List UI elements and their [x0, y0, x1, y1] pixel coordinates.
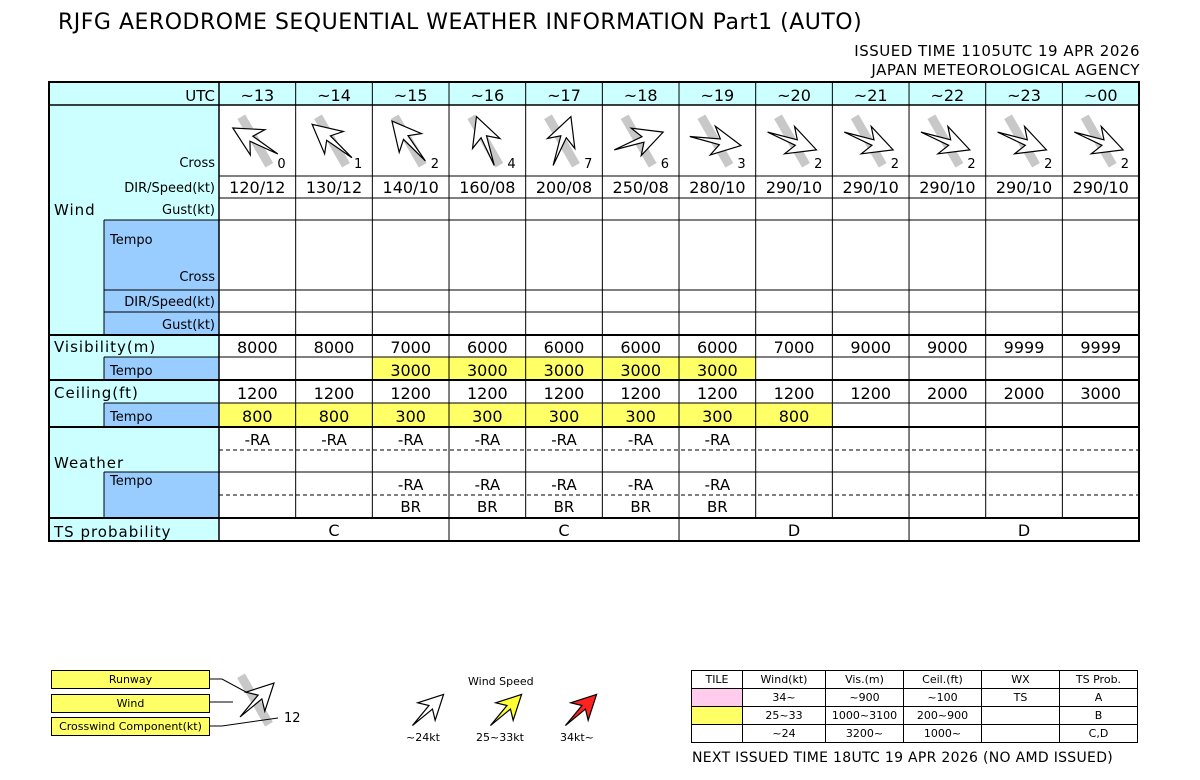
- cross-label: Cross: [179, 156, 215, 171]
- wind-arrow: [233, 128, 278, 155]
- tile-cell: ~24: [743, 725, 826, 743]
- tile-cell: C,D: [1060, 725, 1138, 743]
- hour-label: ~22: [930, 86, 965, 105]
- ceiling-value: 1200: [620, 384, 662, 403]
- weather-value: -RA: [627, 431, 654, 449]
- tempo-dir-speed-label: DIR/Speed(kt): [124, 295, 215, 310]
- weather-value: -RA: [474, 431, 501, 449]
- dir-speed-value: 140/10: [382, 178, 439, 197]
- tempo-cross-label: Cross: [179, 270, 215, 285]
- ceiling-tempo-value: 800: [778, 407, 810, 426]
- weather-tempo2-value: BR: [630, 498, 652, 516]
- crosswind-value: 1: [354, 157, 363, 172]
- agency-name: JAPAN METEOROLOGICAL AGENCY: [871, 61, 1140, 79]
- wind-arrow: [312, 124, 352, 157]
- tile-cell: A: [1060, 689, 1138, 707]
- wx-tempo-label: Tempo: [110, 474, 153, 489]
- ceiling-label: Ceiling(ft): [54, 384, 139, 402]
- dir-speed-value: 290/10: [1072, 178, 1129, 197]
- visibility-value: 9000: [927, 338, 968, 357]
- tile-cell: ~100: [904, 689, 982, 707]
- vis-tempo-label: Tempo: [110, 364, 153, 379]
- tile-cell: TS: [982, 689, 1060, 707]
- weather-tempo-value: -RA: [627, 476, 654, 494]
- next-issued-time: NEXT ISSUED TIME 18UTC 19 APR 2026 (NO AMD ISSUED): [692, 750, 1114, 766]
- tile-swatch: [692, 707, 743, 725]
- tile-cell: [982, 707, 1060, 725]
- tempo-gust-label: Gust(kt): [162, 318, 215, 333]
- hour-label: ~00: [1083, 86, 1118, 105]
- ceiling-tempo-value: 300: [702, 407, 733, 426]
- legend-runway: Runway: [51, 670, 210, 689]
- weather-value: -RA: [397, 431, 424, 449]
- visibility-tempo-value: 3000: [466, 361, 508, 380]
- weather-value: -RA: [244, 431, 271, 449]
- tile-cell: 200~900: [904, 707, 982, 725]
- ceiling-value: 1200: [313, 384, 355, 403]
- visibility-value: 6000: [466, 338, 508, 357]
- hour-label: ~21: [853, 86, 888, 105]
- ceiling-tempo-value: 800: [318, 407, 350, 426]
- hour-label: ~18: [623, 86, 658, 105]
- ceiling-tempo-value: 300: [395, 407, 426, 426]
- hour-label: ~17: [547, 86, 581, 105]
- dir-speed-value: 290/10: [765, 178, 823, 197]
- wind-arrow: [921, 126, 970, 153]
- ceiling-value: 1200: [696, 384, 738, 403]
- ceiling-value: 1200: [236, 384, 278, 403]
- weather-tempo-value: -RA: [474, 476, 501, 494]
- wind-arrow: [614, 128, 663, 155]
- weather-value: -RA: [321, 431, 347, 449]
- crosswind-value: 2: [1120, 157, 1130, 172]
- visibility-label: Visibility(m): [54, 338, 157, 356]
- wind-arrow-high-icon: [565, 694, 596, 725]
- gust-label: Gust(kt): [162, 203, 215, 218]
- crosswind-value: 4: [507, 157, 516, 172]
- weather-tempo-value: -RA: [551, 476, 577, 494]
- hour-label: ~23: [1007, 86, 1041, 105]
- crosswind-value: 0: [277, 157, 286, 172]
- issued-time: ISSUED TIME 1105UTC 19 APR 2026: [854, 42, 1140, 60]
- tile-header: Wind(kt): [743, 671, 826, 689]
- tile-row-a: [692, 689, 1138, 707]
- ceiling-value: 1200: [543, 384, 585, 403]
- hour-label: ~15: [393, 86, 428, 105]
- crosswind-value: 2: [890, 157, 900, 172]
- ceiling-value: 1200: [850, 384, 892, 403]
- dir-speed-value: 290/10: [842, 178, 899, 197]
- hour-label: ~14: [317, 86, 351, 105]
- dir-speed-value: 130/12: [305, 178, 363, 197]
- ts-probability-label: TS probability: [54, 523, 172, 541]
- tile-swatch: [692, 689, 743, 707]
- tile-header: TILE: [692, 671, 743, 689]
- dir-speed-label: DIR/Speed(kt): [124, 181, 215, 196]
- ceiling-value: 1200: [466, 384, 508, 403]
- visibility-value: 9999: [1003, 338, 1045, 357]
- wind-speed-title: Wind Speed: [468, 675, 534, 688]
- visibility-value: 7000: [390, 338, 432, 357]
- weather-value: -RA: [551, 431, 577, 449]
- tile-legend-table: [691, 670, 1138, 743]
- weather-tempo2-value: BR: [553, 498, 575, 516]
- ceiling-tempo-value: 300: [472, 407, 503, 426]
- tile-cell: 25~33: [743, 707, 826, 725]
- page-title: RJFG AERODROME SEQUENTIAL WEATHER INFORMATION Part1 (AUTO): [58, 10, 863, 35]
- weather-tempo2-value: BR: [476, 498, 498, 516]
- ceiling-value: 2000: [1003, 384, 1045, 403]
- legend-crosswind: Crosswind Component(kt): [51, 717, 210, 736]
- crosswind-value: 2: [430, 157, 440, 172]
- visibility-tempo-value: 3000: [390, 361, 432, 380]
- wind-arrow: [392, 121, 425, 161]
- weather-tempo2-value: BR: [706, 498, 728, 516]
- hour-label: ~13: [240, 86, 275, 105]
- dir-speed-value: 250/08: [612, 178, 669, 197]
- visibility-value: 6000: [543, 338, 585, 357]
- hour-label: ~19: [700, 86, 735, 105]
- tile-swatch: [692, 725, 743, 743]
- tile-header: Vis.(m): [826, 671, 904, 689]
- tile-header: WX: [982, 671, 1060, 689]
- speed-high-label: 34kt~: [560, 731, 594, 744]
- visibility-value: 8000: [236, 338, 278, 357]
- ts-probability-value: D: [787, 521, 801, 540]
- visibility-value: 7000: [773, 338, 815, 357]
- crosswind-value: 2: [1044, 157, 1053, 172]
- weather-tempo-value: -RA: [397, 476, 424, 494]
- tempo-label: Tempo: [110, 233, 153, 248]
- speed-low-label: ~24kt: [406, 731, 440, 744]
- wind-arrow-mid-icon: [490, 694, 521, 725]
- ceiling-tempo-value: 800: [242, 407, 273, 426]
- speed-mid-label: 25~33kt: [476, 731, 524, 744]
- tile-cell: [982, 725, 1060, 743]
- visibility-tempo-value: 3000: [696, 361, 738, 380]
- legend-wind: Wind: [51, 694, 210, 713]
- tile-header: TS Prob.: [1060, 671, 1138, 689]
- visibility-tempo-value: 3000: [543, 361, 585, 380]
- crosswind-value: 7: [584, 157, 593, 172]
- visibility-value: 6000: [620, 338, 662, 357]
- dir-speed-value: 200/08: [535, 178, 593, 197]
- dir-speed-value: 290/10: [919, 178, 976, 197]
- crosswind-value: 2: [814, 157, 823, 172]
- wind-arrow: [1074, 126, 1123, 153]
- tile-header: Ceil.(ft): [904, 671, 982, 689]
- ceiling-tempo-value: 300: [548, 407, 580, 426]
- ceiling-tempo-value: 300: [625, 407, 656, 426]
- crosswind-value: 2: [967, 157, 976, 172]
- hour-label: ~16: [470, 86, 505, 105]
- weather-value: -RA: [704, 431, 731, 449]
- ceil-tempo-label: Tempo: [110, 410, 153, 425]
- wind-arrow: [690, 126, 741, 155]
- visibility-tempo-value: 3000: [620, 361, 662, 380]
- tile-row-cd: [692, 725, 1138, 743]
- tile-row-b: [692, 707, 1138, 725]
- wind-arrow: [768, 126, 817, 153]
- ts-probability-value: C: [558, 521, 570, 540]
- visibility-value: 9000: [850, 338, 892, 357]
- tile-cell: 3200~: [826, 725, 904, 743]
- tile-cell: 34~: [743, 689, 826, 707]
- visibility-value: 8000: [313, 338, 355, 357]
- weather-label: Weather: [54, 454, 125, 472]
- weather-tempo2-value: BR: [400, 498, 422, 516]
- weather-tempo-value: -RA: [704, 476, 731, 494]
- wind-arrow: [998, 126, 1047, 153]
- tile-cell: ~900: [826, 689, 904, 707]
- wind-arrow: [844, 126, 893, 153]
- ceiling-value: 2000: [927, 384, 968, 403]
- ts-probability-value: C: [328, 521, 340, 540]
- tile-cell: 1000~: [904, 725, 982, 743]
- crosswind-value: 6: [660, 157, 670, 172]
- wind-label: Wind: [54, 201, 96, 219]
- dir-speed-value: 160/08: [459, 178, 516, 197]
- dir-speed-value: 280/10: [689, 178, 746, 197]
- tile-cell: 1000~3100: [826, 707, 904, 725]
- ceiling-value: 3000: [1080, 384, 1122, 403]
- utc-label: UTC: [185, 87, 215, 105]
- tile-cell: B: [1060, 707, 1138, 725]
- dir-speed-value: 290/10: [995, 178, 1053, 197]
- ceiling-value: 1200: [773, 384, 815, 403]
- visibility-value: 9999: [1080, 338, 1122, 357]
- hour-label: ~20: [777, 86, 811, 105]
- tile-header-row: [692, 671, 1138, 689]
- dir-speed-value: 120/12: [229, 178, 286, 197]
- crosswind-value: 3: [737, 157, 746, 172]
- ts-probability-value: D: [1017, 521, 1031, 540]
- visibility-value: 6000: [696, 338, 738, 357]
- legend-cross-value: 12: [284, 711, 301, 726]
- ceiling-value: 1200: [390, 384, 432, 403]
- wind-arrow-low-icon: [412, 694, 443, 725]
